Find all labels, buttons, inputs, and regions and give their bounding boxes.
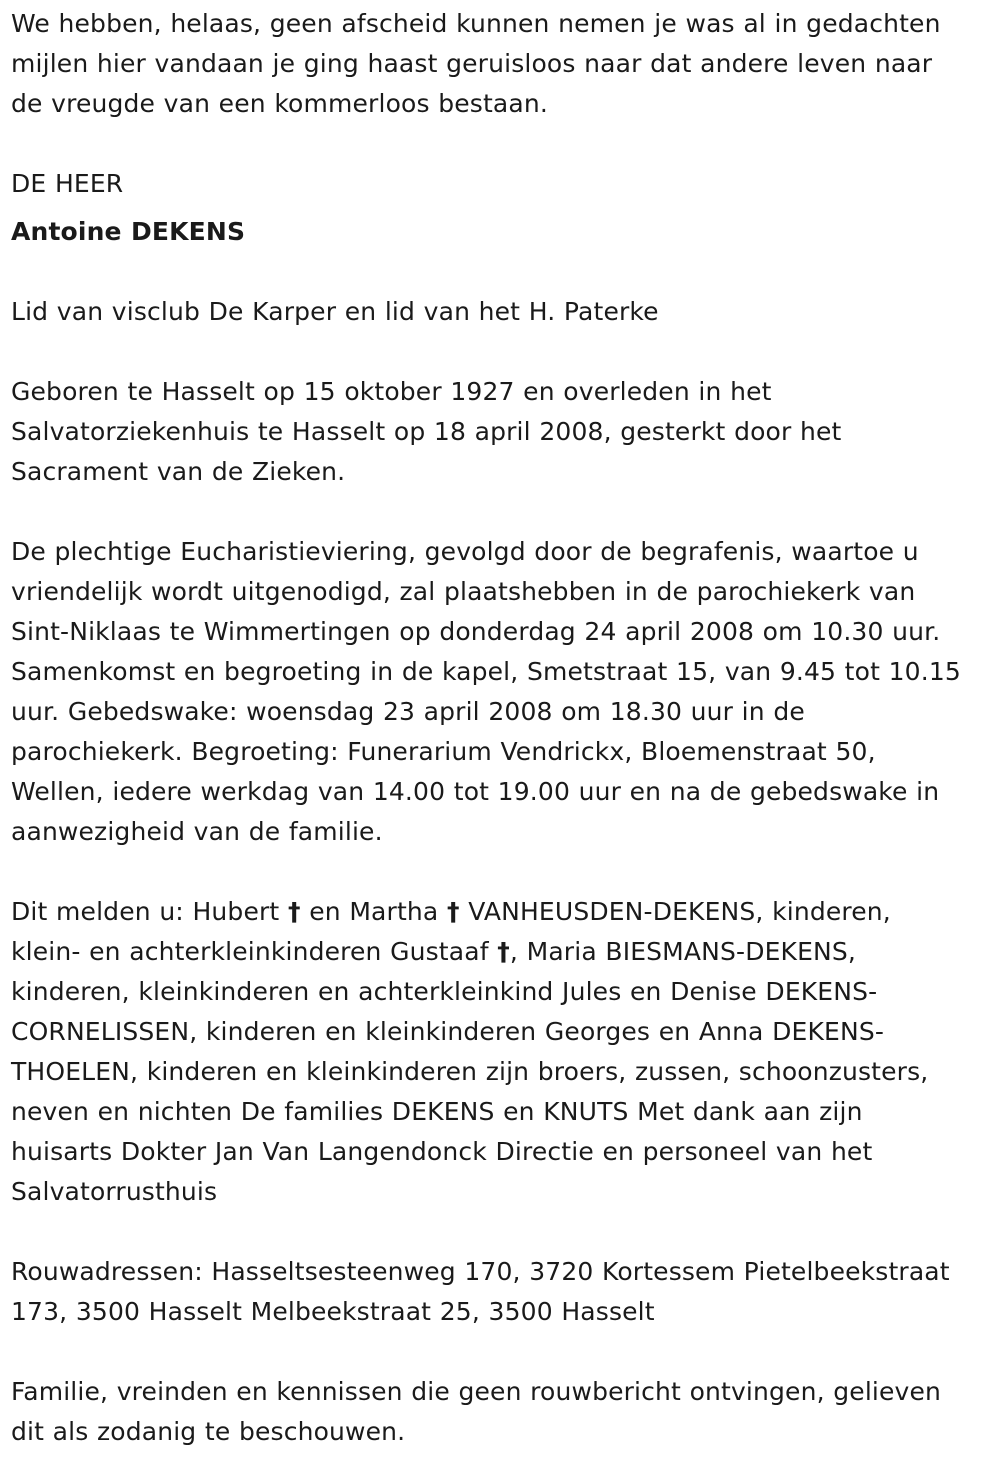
family-text: , Maria BIESMANS-DEKENS, (509, 937, 857, 966)
family-line: neven en nichten De families DEKENS en KNUTS Met dank aan zijn (11, 1097, 863, 1126)
poem-line: We hebben, helaas, geen afscheid kunnen nemen je was al in gedachten (11, 9, 941, 38)
birth-death-line: Sacrament van de Zieken. (11, 457, 346, 486)
family-text: Dit melden u: Hubert (11, 897, 288, 926)
title-prefix: DE HEER (11, 169, 124, 198)
address-line: Rouwadressen: Hasseltsesteenweg 170, 3720 Kortessem Pietelbeekstraat (11, 1257, 950, 1286)
family-line (11, 892, 995, 932)
ceremony-line: Sint-Niklaas te Wimmertingen op donderdag 24 april 2008 om 10.30 uur. (11, 617, 941, 646)
closing-paragraph (11, 1372, 995, 1452)
cross-icon: † (287, 897, 301, 926)
family-text: VANHEUSDEN-DEKENS, kinderen, (459, 897, 891, 926)
birth-death-paragraph (11, 372, 995, 492)
cross-icon: † (446, 897, 460, 926)
family-line: CORNELISSEN, kinderen en kleinkinderen Georges en Anna DEKENS- (11, 1017, 885, 1046)
closing-line: dit als zodanig te beschouwen. (11, 1417, 406, 1446)
address-line: 173, 3500 Hasselt Melbeekstraat 25, 3500 Hasselt (11, 1297, 655, 1326)
poem-line: mijlen hier vandaan je ging haast geruisloos naar dat andere leven naar (11, 49, 933, 78)
ceremony-line: uur. Gebedswake: woensdag 23 april 2008 om 18.30 uur in de (11, 697, 805, 726)
ceremony-line: vriendelijk wordt uitgenodigd, zal plaatshebben in de parochiekerk van (11, 577, 916, 606)
addresses-paragraph (11, 1252, 995, 1332)
cross-icon: † (497, 937, 510, 966)
family-text: klein- en achterkleinkinderen Gustaaf (11, 937, 498, 966)
ceremony-line: De plechtige Eucharistieviering, gevolgd door de begrafenis, waartoe u (11, 537, 919, 566)
family-line: huisarts Dokter Jan Van Langendonck Directie en personeel van het (11, 1137, 873, 1166)
birth-death-line: Geboren te Hasselt op 15 oktober 1927 en overleden in het (11, 377, 772, 406)
ceremony-line: Wellen, iedere werkdag van 14.00 tot 19.00 uur en na de gebedswake in (11, 777, 940, 806)
family-line: THOELEN, kinderen en kleinkinderen zijn broers, zussen, schoonzusters, (11, 1057, 929, 1086)
family-line: kinderen, kleinkinderen en achterkleinkind Jules en Denise DEKENS- (11, 977, 878, 1006)
family-line (11, 932, 995, 972)
membership-paragraph: Lid van visclub De Karper en lid van het H. Paterke (11, 297, 659, 326)
birth-death-line: Salvatorziekenhuis te Hasselt op 18 april 2008, gesterkt door het (11, 417, 842, 446)
ceremony-line: aanwezigheid van de familie. (11, 817, 383, 846)
deceased-name: Antoine DEKENS (11, 217, 246, 246)
ceremony-line: parochiekerk. Begroeting: Funerarium Vendrickx, Bloemenstraat 50, (11, 737, 876, 766)
family-paragraph (11, 892, 995, 1212)
family-line: Salvatorrusthuis (11, 1177, 218, 1206)
family-text: en Martha (300, 897, 447, 926)
obituary-document (11, 4, 995, 1452)
ceremony-line: Samenkomst en begroeting in de kapel, Smetstraat 15, van 9.45 tot 10.15 (11, 657, 961, 686)
poem-line: de vreugde van een kommerloos bestaan. (11, 89, 548, 118)
poem-paragraph (11, 4, 995, 124)
ceremony-paragraph (11, 532, 995, 852)
closing-line: Familie, vreinden en kennissen die geen rouwbericht ontvingen, gelieven (11, 1377, 942, 1406)
